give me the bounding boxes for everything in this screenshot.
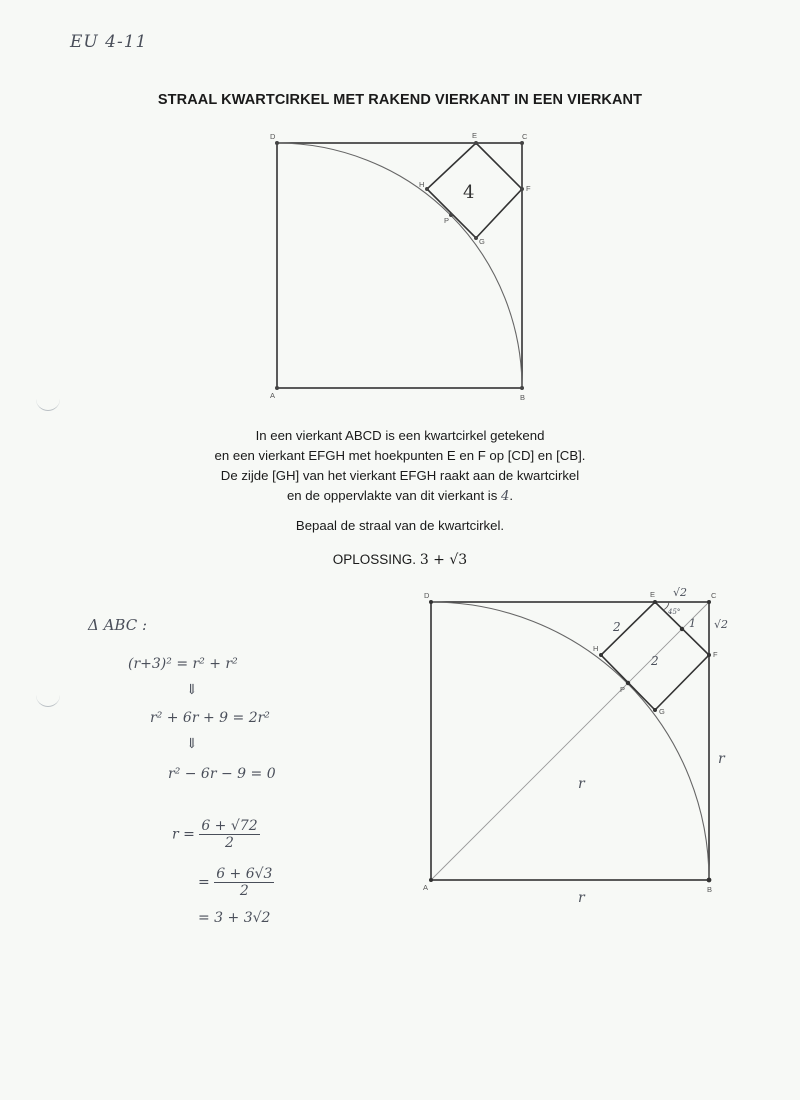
calc-heading: Δ ABC : [88, 616, 148, 634]
problem-line-4-end: . [509, 488, 514, 503]
task-statement: Bepaal de straal van de kwartcirkel. [295, 518, 505, 533]
point-label-b: B [707, 885, 713, 894]
point-label-d: D [270, 132, 276, 141]
problem-line-4-text: en de oppervlakte van dit vierkant is [286, 488, 498, 503]
point-label-f: F [713, 650, 718, 659]
calc-step-2 [198, 866, 274, 899]
solution-label: OPLOSSING. [332, 552, 417, 567]
point-label-b: B [520, 393, 526, 402]
point-label-p: P [444, 216, 450, 225]
problem-line-2: en een vierkant EFGH met hoekpunten E en F op [CD] en [CB]. [214, 448, 586, 463]
calc-fraction-2-numerator: 6 + 6√3 [216, 866, 273, 882]
note-ec: √2 [673, 586, 688, 599]
note-radius: r [578, 776, 585, 792]
solution-value: 3 + √3 [419, 552, 468, 568]
calc-equals: = [198, 874, 210, 891]
point-label-e: E [472, 131, 478, 140]
calc-r-equation [172, 818, 260, 851]
page-title: STRAAL KWARTCIRKEL MET RAKEND VIERKANT IN EEN VIERKANT [157, 92, 643, 108]
note-mid: 2 [651, 654, 659, 668]
area-label: 4 [463, 182, 475, 203]
calc-r-label: r = [172, 826, 195, 843]
note-bottom-side: r [578, 890, 585, 906]
point-label-c: C [522, 132, 528, 141]
point-label-h: H [593, 644, 599, 653]
point-label-c: C [711, 591, 717, 600]
page-reference: EU 4-11 [70, 32, 148, 52]
calc-fraction-1 [199, 818, 259, 851]
note-right-side: r [718, 751, 725, 767]
point-label-p: P [620, 685, 626, 694]
calc-equation-1: (r+3)² = r² + r² [128, 656, 238, 672]
point-label-d: D [424, 591, 430, 600]
note-angle: 45° [668, 608, 681, 616]
diagonal-ac [431, 602, 709, 880]
point-label-e: E [650, 590, 656, 599]
note-one: 1 [689, 617, 696, 630]
calc-fraction-1-denominator: 2 [225, 835, 234, 851]
point-label-f: F [526, 184, 531, 193]
area-value: 4 [501, 489, 510, 504]
calc-equation-2: r² + 6r + 9 = 2r² [150, 710, 270, 726]
point-label-a: A [270, 391, 276, 400]
calc-arrow-1: ⇓ [186, 682, 198, 698]
note-side: 2 [613, 620, 621, 634]
note-cf: √2 [714, 618, 729, 631]
calc-equation-3: r² − 6r − 9 = 0 [168, 766, 276, 782]
problem-line-3: De zijde [GH] van het vierkant EFGH raakt aan de kwartcirkel [220, 468, 580, 483]
calc-fraction-2-denominator: 2 [239, 883, 249, 899]
point-label-g: G [479, 237, 485, 246]
calc-final: = 3 + 3√2 [198, 910, 271, 926]
point-label-a: A [423, 883, 429, 892]
point-label-h: H [419, 180, 425, 189]
problem-line-1: In een vierkant ABCD is een kwartcirkel getekend [255, 428, 545, 443]
calc-fraction-2 [214, 866, 274, 899]
calc-fraction-1-numerator: 6 + √72 [201, 818, 258, 834]
point-label-g: G [659, 707, 665, 716]
calc-arrow-2: ⇓ [186, 736, 198, 752]
